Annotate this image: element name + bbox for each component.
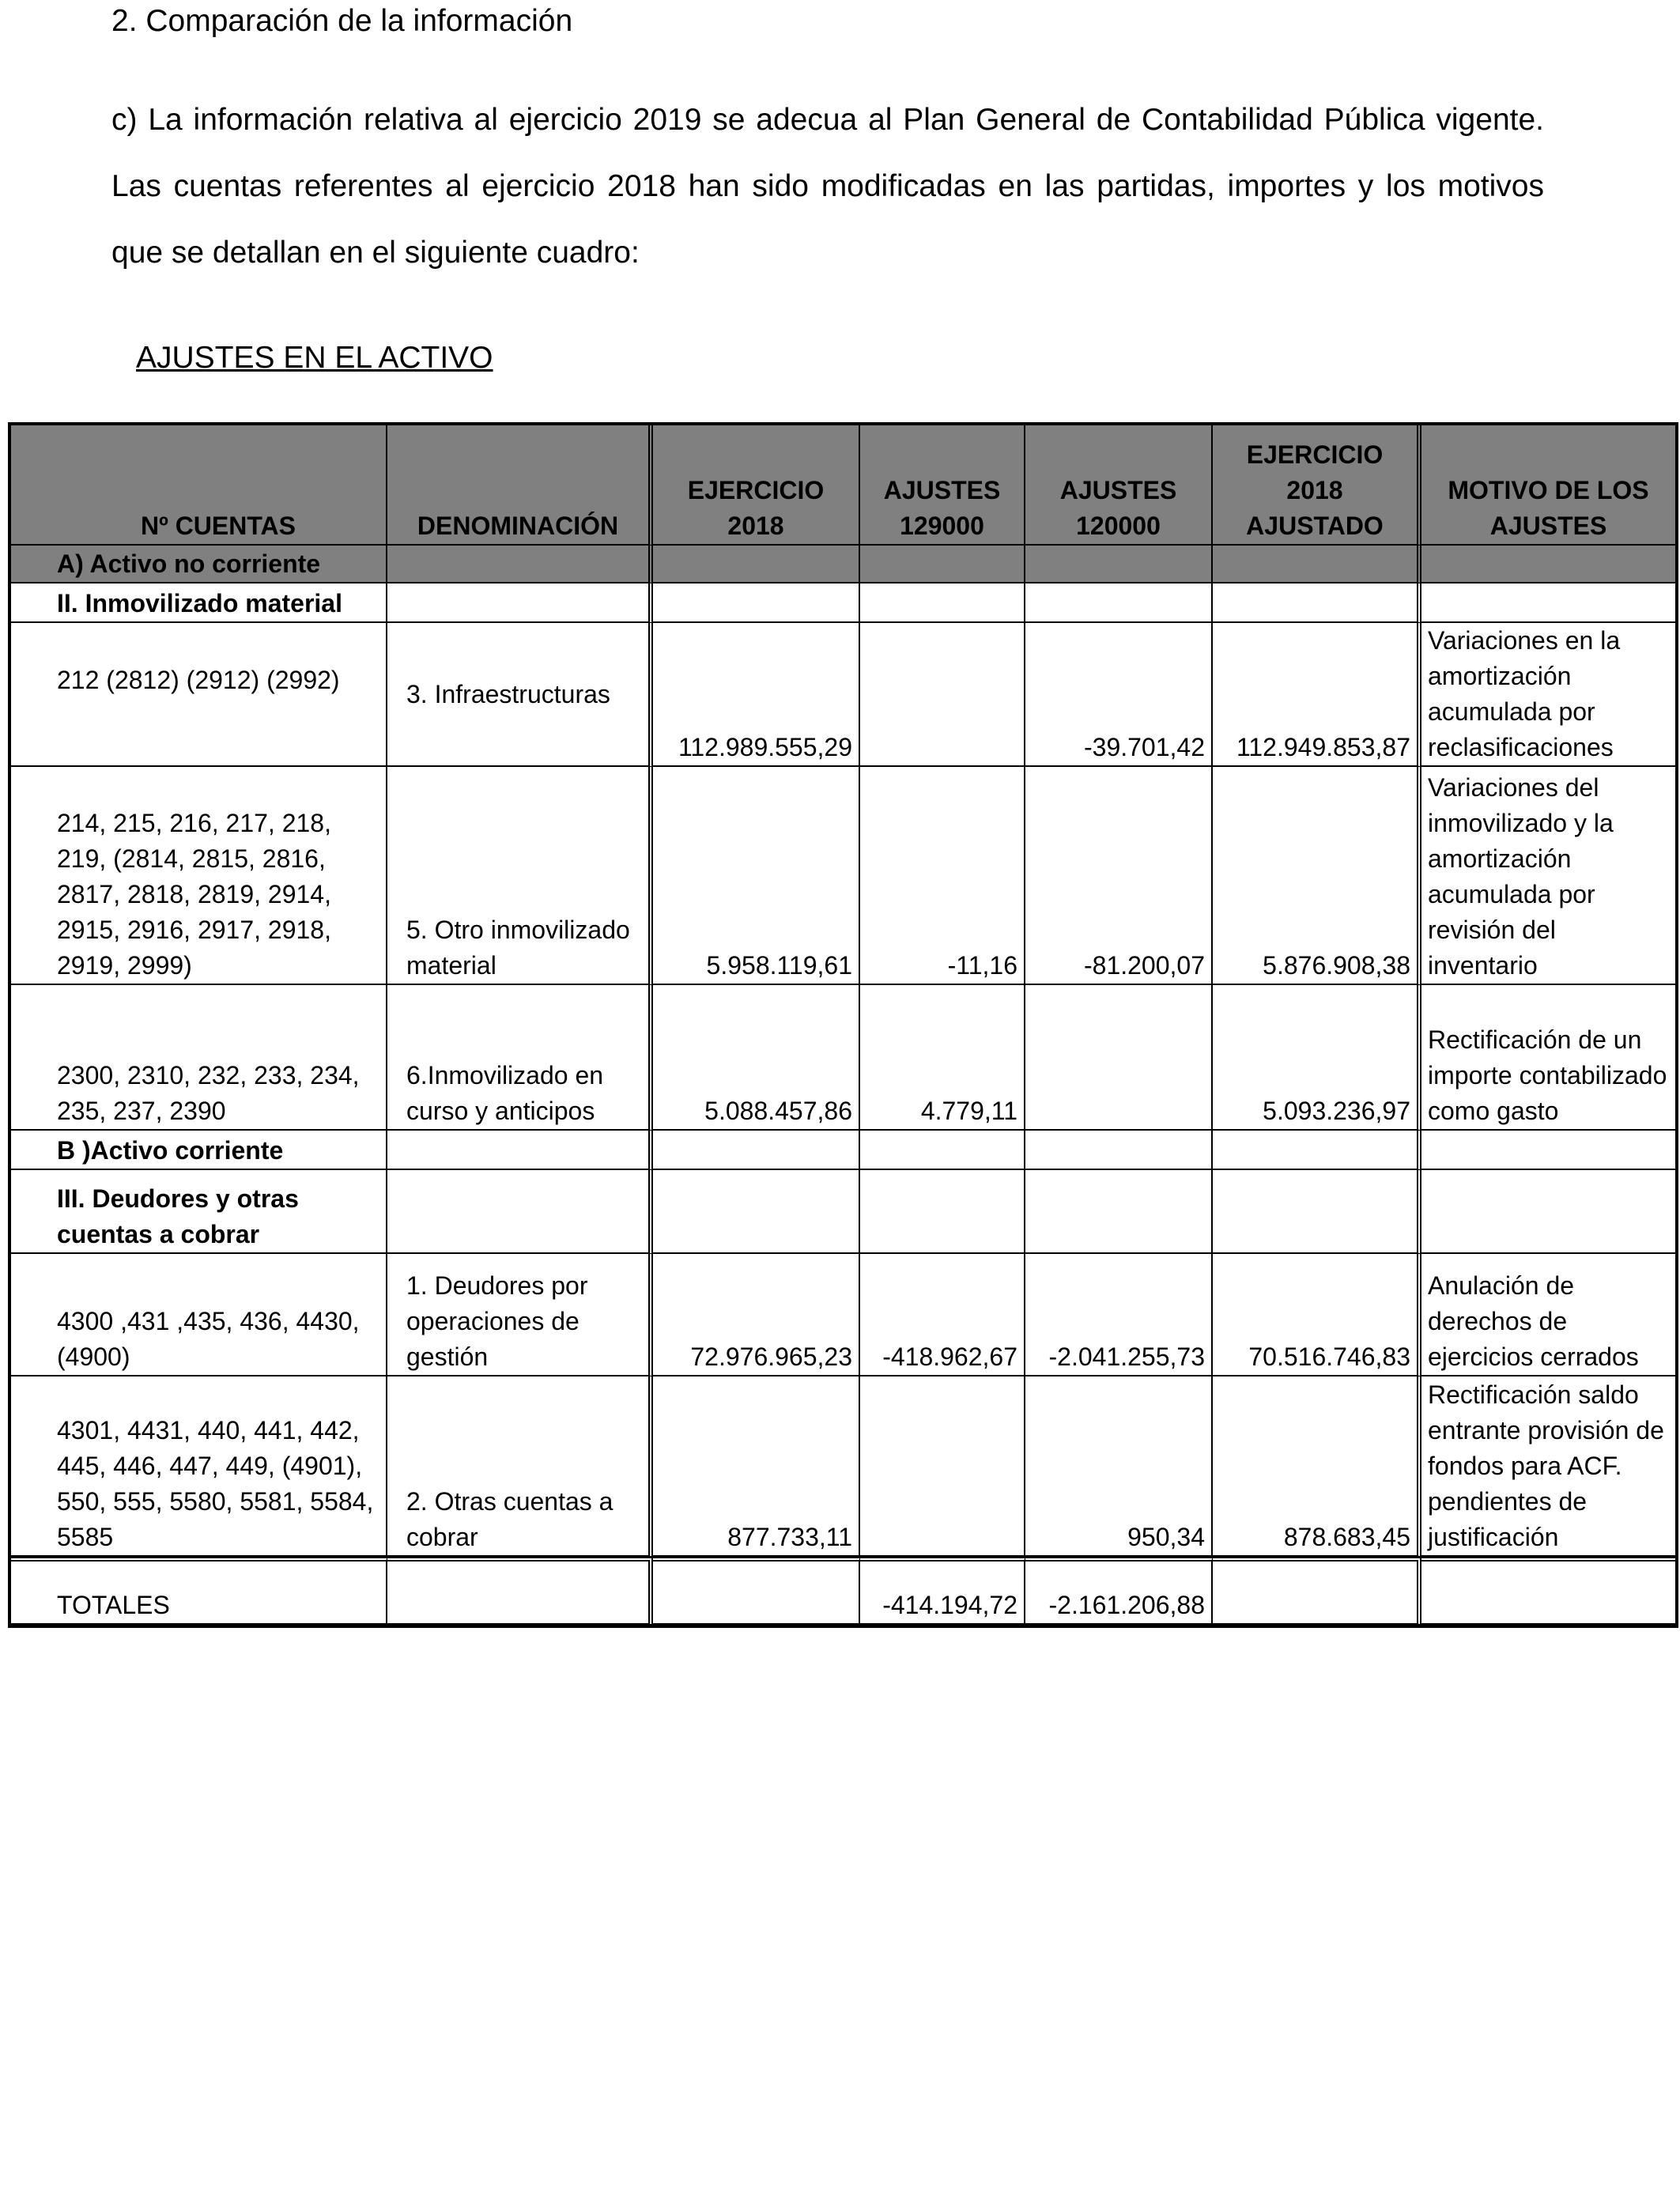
cell-denominacion: 5. Otro inmovilizado material: [387, 767, 653, 985]
cell-ajustado: 112.949.853,87: [1213, 623, 1421, 767]
header-motivo: MOTIVO DE LOS AJUSTES: [1421, 425, 1675, 546]
cell-ajustado: 5.093.236,97: [1213, 985, 1421, 1131]
adjustments-table: [8, 422, 1678, 1628]
table-row: [11, 1376, 1675, 1557]
cell-motivo: Variaciones del inmovilizado y la amortización acumulada por revisión del inventario: [1421, 767, 1675, 985]
cell-cuentas: 212 (2812) (2912) (2992): [11, 623, 387, 767]
cell-ajustes-120000: -39.701,42: [1025, 623, 1213, 767]
cell-ajustes-129000: 4.779,11: [860, 985, 1025, 1131]
subsection-row: [11, 1131, 1675, 1170]
subsection-row: [11, 583, 1675, 623]
cell-ajustes-120000: -81.200,07: [1025, 767, 1213, 985]
cell-denominacion: 1. Deudores por operaciones de gestión: [387, 1254, 653, 1376]
cell-ejercicio: 877.733,11: [653, 1376, 860, 1557]
cell-denominacion: 6.Inmovilizado en curso y anticipos: [387, 985, 653, 1131]
table-row: [11, 1254, 1675, 1376]
cell-ejercicio: 5.088.457,86: [653, 985, 860, 1131]
section-title: 2. Comparación de la información: [111, 4, 573, 38]
cell-ajustes-120000: 950,34: [1025, 1376, 1213, 1557]
cell-cuentas: 2300, 2310, 232, 233, 234, 235, 237, 2390: [11, 985, 387, 1131]
header-row: [11, 425, 1675, 546]
table-row: [11, 623, 1675, 767]
header-denominacion: DENOMINACIÓN: [387, 425, 653, 546]
totals-ajustes-120000: -2.161.206,88: [1025, 1557, 1213, 1625]
cell-motivo: Variaciones en la amortización acumulada por reclasificaciones: [1421, 623, 1675, 767]
section-row: [11, 546, 1675, 583]
cell-cuentas: 4300 ,431 ,435, 436, 4430, (4900): [11, 1254, 387, 1376]
cell-denominacion: 3. Infraestructuras: [387, 623, 653, 767]
subsection-label: III. Deudores y otras cuentas a cobrar: [11, 1170, 387, 1254]
subsection-row: [11, 1170, 1675, 1254]
cell-denominacion: 2. Otras cuentas a cobrar: [387, 1376, 653, 1557]
section-label: A) Activo no corriente: [11, 546, 387, 583]
cell-ajustes-129000: [860, 1376, 1025, 1557]
cell-motivo: Rectificación de un importe contabilizado como gasto: [1421, 985, 1675, 1131]
cell-ajustes-120000: [1025, 985, 1213, 1131]
cell-ajustes-129000: -418.962,67: [860, 1254, 1025, 1376]
subsection-label: B )Activo corriente: [11, 1131, 387, 1170]
header-cuentas: Nº CUENTAS: [11, 425, 387, 546]
cell-ejercicio: 5.958.119,61: [653, 767, 860, 985]
cell-cuentas: 214, 215, 216, 217, 218, 219, (2814, 2815, 2816, 2817, 2818, 2819, 2914, 2915, 2916, 2917, 2918, 2919, 2999): [11, 767, 387, 985]
header-ajustes-120000: AJUSTES 120000: [1025, 425, 1213, 546]
intro-paragraph: c) La información relativa al ejercicio 2019 se adecua al Plan General de Contabilidad Pública vigente. Las cuentas referentes al ejercicio 2018 han sido modificadas en las partidas, importes y los motivos que se detallan en el siguiente cuadro:: [111, 103, 1544, 270]
cell-ajustes-129000: [860, 623, 1025, 767]
cell-motivo: Anulación de derechos de ejercicios cerrados: [1421, 1254, 1675, 1376]
table-row: [11, 985, 1675, 1131]
subsection-label: II. Inmovilizado material: [11, 583, 387, 623]
header-ajustes-129000: AJUSTES 129000: [860, 425, 1025, 546]
cell-ajustado: 70.516.746,83: [1213, 1254, 1421, 1376]
cell-ejercicio: 72.976.965,23: [653, 1254, 860, 1376]
totals-ajustes-129000: -414.194,72: [860, 1557, 1025, 1625]
totals-label: TOTALES: [11, 1557, 387, 1625]
cell-ajustado: 878.683,45: [1213, 1376, 1421, 1557]
cell-ajustes-120000: -2.041.255,73: [1025, 1254, 1213, 1376]
totals-row: [11, 1557, 1675, 1625]
cell-ajustes-129000: -11,16: [860, 767, 1025, 985]
cell-ajustado: 5.876.908,38: [1213, 767, 1421, 985]
table-title: AJUSTES EN EL ACTIVO: [136, 341, 493, 375]
table-row: [11, 767, 1675, 985]
cell-ejercicio: 112.989.555,29: [653, 623, 860, 767]
header-ejercicio: EJERCICIO 2018: [653, 425, 860, 546]
cell-motivo: Rectificación saldo entrante provisión de fondos para ACF. pendientes de justificación: [1421, 1376, 1675, 1557]
cell-cuentas: 4301, 4431, 440, 441, 442, 445, 446, 447, 449, (4901), 550, 555, 5580, 5581, 5584, 5585: [11, 1376, 387, 1557]
header-ajustado: EJERCICIO 2018 AJUSTADO: [1213, 425, 1421, 546]
